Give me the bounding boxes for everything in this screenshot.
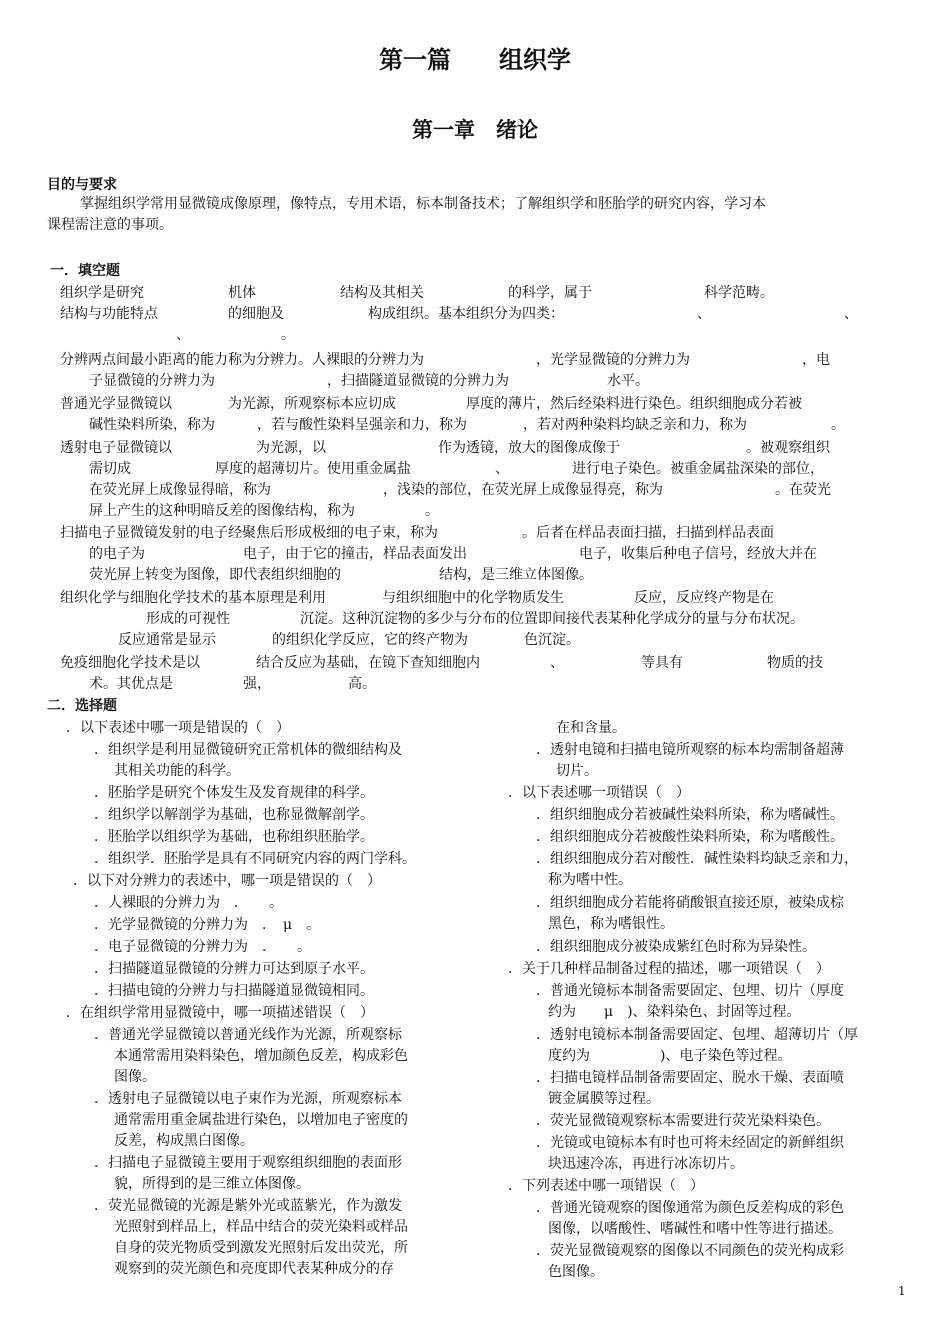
choice-line: ．关于几种样品制备过程的描述，哪一项错误（ ）	[508, 961, 830, 977]
choice-line: 镀金属膜等过程。	[548, 1091, 660, 1107]
fill-in-heading: 一．填空题	[50, 263, 120, 279]
choice-line: ．透射电镜标本制备需要固定、包埋、超薄切片（厚	[536, 1027, 858, 1043]
chapter-title: 第一章 绪论	[412, 118, 538, 142]
fill-in-line: 免疫细胞化学技术是以 结合反应为基础，在镜下查知细胞内 、 等具有 物质的技	[60, 655, 823, 671]
choice-line: ．胚胎学是研究个体发生及发育规律的科学。	[94, 785, 374, 801]
choice-line: 反差，构成黑白图像。	[114, 1133, 254, 1149]
choice-line: 图像。	[114, 1069, 156, 1085]
choice-line: 称为嗜中性。	[548, 872, 632, 888]
choice-line: ．扫描电镜的分辨力与扫描隧道显微镜相同。	[94, 983, 374, 999]
choice-line: ．扫描电子显微镜主要用于观察组织细胞的表面形	[94, 1155, 402, 1171]
objectives-line: 课程需注意的事项。	[47, 217, 173, 233]
choice-line: 图像，以嗜酸性、嗜碱性和嗜中性等进行描述。	[548, 1221, 842, 1237]
choice-line: ．组织细胞成分若能将硝酸银直接还原，被染成棕	[536, 895, 844, 911]
choice-line: 本通常需用染料染色，增加颜色反差，构成彩色	[114, 1048, 408, 1064]
choice-line: ．组织学是利用显微镜研究正常机体的微细结构及	[94, 742, 402, 758]
fill-in-line: 分辨两点间最小距离的能力称为分辨力。人裸眼的分辨力为 ，光学显微镜的分辨力为 ，电	[60, 352, 830, 368]
fill-in-line: 组织化学与细胞化学技术的基本原理是利用 与组织细胞中的化学物质发生 反应，反应终产物是在	[60, 590, 774, 606]
choice-line: ．组织细胞成分若被酸性染料所染，称为嗜酸性。	[536, 829, 844, 845]
choice-line: ．人裸眼的分辨力为 ． 。	[94, 895, 283, 911]
choice-line: ．荧光显微镜的光源是紫外光或蓝紫光，作为激发	[94, 1198, 402, 1214]
part-title: 第一篇 组织学	[379, 46, 571, 74]
fill-in-line: 扫描电子显微镜发射的电子经聚焦后形成极细的电子束，称为 。后者在样品表面扫描，扫描到样品表面	[60, 525, 774, 541]
fill-in-line: 的电子为 电子，由于它的撞击，样品表面发出 电子，收集后种电子信号，经放大并在	[89, 546, 817, 562]
choice-line: ．以下对分辨力的表述中，哪一项是错误的（ ）	[73, 873, 381, 889]
choice-line: 貌，所得到的是三维立体图像。	[114, 1176, 310, 1192]
choice-line: 通常需用重金属盐进行染色，以增加电子密度的	[114, 1112, 408, 1128]
choice-line: 黑色，称为嗜银性。	[548, 916, 674, 932]
choice-line: 约为 μ )、染料染色、封固等过程。	[548, 1004, 801, 1020]
choice-line: ．扫描隧道显微镜的分辨力可达到原子水平。	[94, 961, 374, 977]
choice-line: 光照射到样品上，样品中结合的荧光染料或样品	[114, 1219, 408, 1235]
choice-line: 切片。	[556, 763, 598, 779]
choice-line: ．光镜或电镜标本有时也可将未经固定的新鲜组织	[536, 1135, 844, 1151]
fill-in-line: 子显微镜的分辨力为 ，扫描隧道显微镜的分辨力为 水平。	[89, 373, 649, 389]
choice-line: 其相关功能的科学。	[114, 763, 240, 779]
choice-line: 自身的荧光物质受到激发光照射后发出荧光，所	[114, 1240, 408, 1256]
fill-in-line: 荧光屏上转变为图像，即代表组织细胞的 结构，是三维立体图像。	[89, 567, 593, 583]
choice-line: 色图像。	[548, 1264, 604, 1280]
fill-in-line: 在荧光屏上成像显得暗，称为 ，浅染的部位，在荧光屏上成像显得亮，称为 。在荧光	[89, 482, 831, 498]
choice-line: 块迅速冷冻，再进行冰冻切片。	[548, 1156, 744, 1172]
choice-line: ．透射电子显微镜以电子束作为光源，所观察标本	[94, 1091, 402, 1107]
choice-line: ．组织细胞成分被染成紫红色时称为异染性。	[536, 939, 816, 955]
page-number: 1	[898, 1284, 906, 1298]
choice-line: 在和含量。	[556, 720, 626, 736]
choice-line: ．普通光学显微镜以普通光线作为光源，所观察标	[94, 1027, 402, 1043]
fill-in-line: 屏上产生的这种明暗反差的图像结构，称为 。	[89, 503, 439, 519]
choice-line: ．光学显微镜的分辨力为 ． μ 。	[94, 917, 321, 933]
choice-line: ．组织细胞成分若被碱性染料所染，称为嗜碱性。	[536, 807, 844, 823]
choice-line: ．在组织学常用显微镜中，哪一项描述错误（ ）	[66, 1005, 374, 1021]
choice-line: ．电子显微镜的分辨力为 ． 。	[94, 939, 311, 955]
choice-line: ．组织细胞成分若对酸性．碱性染料均缺乏亲和力，	[536, 851, 858, 867]
choice-line: ．普通光镜观察的图像通常为颜色反差构成的彩色	[536, 1200, 844, 1216]
fill-in-line: 反应通常是显示 的组织化学反应，它的终产物为 色沉淀。	[118, 632, 580, 648]
choice-line: ．下列表述中哪一项错误（ ）	[508, 1178, 704, 1194]
choice-line: 度约为 )、电子染色等过程。	[548, 1048, 792, 1064]
choice-line: ．扫描电镜样品制备需要固定、脱水干燥、表面喷	[536, 1070, 844, 1086]
choice-line: ．组织学以解剖学为基础，也称显微解剖学。	[94, 807, 374, 823]
fill-in-line: 术。其优点是 强， 高。	[89, 676, 376, 692]
choice-line: ．荧光显微镜观察标本需要进行荧光染料染色。	[536, 1113, 830, 1129]
fill-in-line: 透射电子显微镜以 为光源，以 作为透镜，放大的图像成像于 。被观察组织	[60, 440, 830, 456]
choice-line: ．组织学．胚胎学是具有不同研究内容的两门学科。	[94, 851, 416, 867]
fill-in-line: 碱性染料所染，称为 ，若与酸性染料呈强亲和力，称为 ，若对两种染料均缺乏亲和力，称为 。	[89, 417, 845, 433]
objectives-heading: 目的与要求	[47, 177, 117, 193]
fill-in-line: 形成的可视性 沉淀。这种沉淀物的多少与分布的位置即间接代表某种化学成分的量与分布状况。	[146, 611, 804, 627]
choice-line: ．普通光镜标本制备需要固定、包埋、切片（厚度	[536, 983, 844, 999]
choice-line: ．荧光显微镜观察的图像以不同颜色的荧光构成彩	[536, 1243, 844, 1259]
fill-in-line: 普通光学显微镜以 为光源，所观察标本应切成 厚度的薄片，然后经染料进行染色。组织细胞成分若被	[60, 396, 802, 412]
fill-in-line: 组织学是研究 机体 结构及其相关 的科学，属于 科学范畴。	[60, 285, 774, 301]
choice-heading: 二．选择题	[47, 698, 117, 714]
choice-line: ．以下表述哪一项错误（ ）	[508, 785, 690, 801]
fill-in-line: 结构与功能特点 的细胞及 构成组织。基本组织分为四类： 、 、	[60, 306, 858, 322]
choice-line: ．以下表述中哪一项是错误的（ ）	[66, 720, 290, 736]
objectives-line: 掌握组织学常用显微镜成像原理，像特点，专用术语，标本制备技术；了解组织学和胚胎学的研究内容，学习本	[80, 196, 766, 212]
choice-line: ．透射电镜和扫描电镜所观察的标本均需制备超薄	[536, 742, 844, 758]
choice-line: ．胚胎学以组织学为基础，也称组织胚胎学。	[94, 829, 374, 845]
fill-in-line: 、 。	[176, 327, 295, 343]
choice-line: 观察到的荧光颜色和亮度即代表某种成分的存	[114, 1261, 394, 1277]
fill-in-line: 需切成 厚度的超薄切片。使用重金属盐 、 进行电子染色。被重金属盐深染的部位，	[89, 461, 824, 477]
